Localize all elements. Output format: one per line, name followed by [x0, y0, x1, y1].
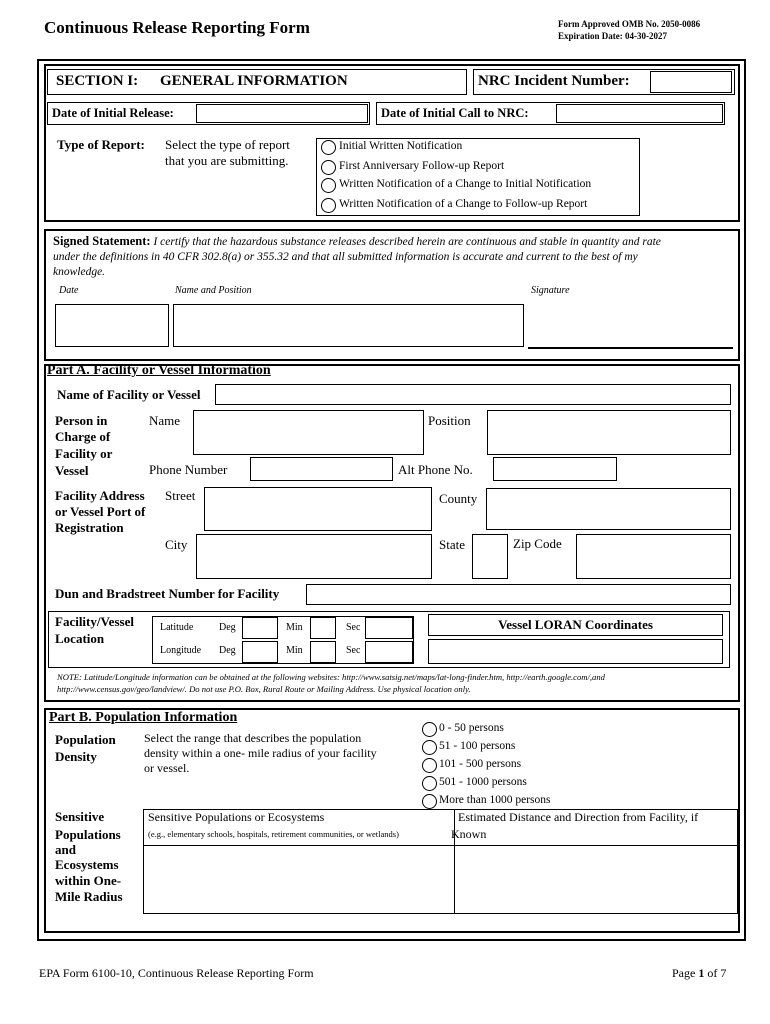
- facility-name-input[interactable]: [215, 384, 731, 405]
- alt-phone-input[interactable]: [493, 457, 617, 481]
- density-radio-2[interactable]: [422, 740, 437, 755]
- phone-input[interactable]: [250, 457, 393, 481]
- county-input[interactable]: [486, 488, 731, 530]
- date-input[interactable]: [55, 304, 169, 347]
- date-label: Date: [59, 285, 79, 296]
- density-instruction-3: or vessel.: [144, 761, 190, 775]
- name-position-input[interactable]: [173, 304, 524, 347]
- nrc-label: NRC Incident Number:: [478, 73, 630, 89]
- initial-call-label: Date of Initial Call to NRC:: [381, 106, 529, 120]
- report-radio-2[interactable]: [321, 160, 336, 175]
- lon-deg-input[interactable]: [242, 641, 278, 663]
- report-option-2: First Anniversary Follow-up Report: [339, 160, 505, 172]
- initial-release-label: Date of Initial Release:: [52, 106, 174, 120]
- location-label-2: Location: [55, 631, 105, 646]
- expiration-date: Expiration Date: 04-30-2027: [558, 31, 667, 41]
- note-line-2: http://www.census.gov/geo/landview/. Do not use P.O. Box, Rural Route or Mailing Address. Use physical location only.: [57, 684, 471, 694]
- sensitive-label-4: Ecosystems: [55, 857, 119, 872]
- latitude-label: Latitude: [160, 622, 194, 633]
- lon-min-input[interactable]: [310, 641, 336, 663]
- density-option-5: More than 1000 persons: [439, 794, 551, 806]
- sensitive-table-divider: [454, 809, 455, 914]
- loran-label: Vessel LORAN Coordinates: [498, 617, 653, 632]
- facility-name-label: Name of Facility or Vessel: [57, 387, 201, 402]
- lat-sec-label: Sec: [346, 622, 361, 633]
- longitude-label: Longitude: [160, 645, 202, 656]
- density-option-2: 51 - 100 persons: [439, 740, 516, 752]
- state-label: State: [439, 537, 465, 552]
- name-input[interactable]: [193, 410, 424, 455]
- sensitive-populations-input[interactable]: [144, 846, 453, 913]
- loran-input[interactable]: [428, 639, 723, 664]
- report-option-1: Initial Written Notification: [339, 140, 463, 152]
- omb-number: Form Approved OMB No. 2050-0086: [558, 19, 701, 29]
- duns-label: Dun and Bradstreet Number for Facility: [55, 586, 280, 601]
- city-input[interactable]: [196, 534, 432, 579]
- density-option-4: 501 - 1000 persons: [439, 776, 527, 788]
- col2-header-2: Known: [451, 827, 487, 841]
- density-radio-4[interactable]: [422, 776, 437, 791]
- report-radio-3[interactable]: [321, 178, 336, 193]
- report-radio-4[interactable]: [321, 198, 336, 213]
- report-option-3: Written Notification of a Change to Initial Notification: [339, 178, 592, 190]
- density-option-1: 0 - 50 persons: [439, 722, 504, 734]
- sensitive-label-5: within One-: [55, 873, 122, 888]
- city-label: City: [165, 537, 188, 552]
- nrc-input[interactable]: [650, 71, 732, 93]
- address-label-3: Registration: [55, 520, 124, 535]
- page-number: 1: [698, 966, 705, 980]
- alt-phone-label: Alt Phone No.: [398, 462, 473, 477]
- address-label-2: or Vessel Port of: [55, 504, 146, 519]
- form-title: Continuous Release Reporting Form: [44, 18, 310, 37]
- page-suffix: of 7: [704, 966, 727, 980]
- section1-label: SECTION I:: [56, 73, 139, 89]
- density-instruction-2: density within a one- mile radius of your facility: [144, 746, 377, 760]
- zip-label: Zip Code: [513, 536, 562, 551]
- col1-header: Sensitive Populations or Ecosystems: [148, 810, 325, 824]
- density-radio-5[interactable]: [422, 794, 437, 809]
- partA-title: Part A. Facility or Vessel Information: [47, 363, 271, 378]
- person-label-1: Person in: [55, 413, 108, 428]
- county-label: County: [439, 491, 478, 506]
- address-label-1: Facility Address: [55, 488, 145, 503]
- note-line-1: NOTE: Latitude/Longitude information can be obtained at the following websites: http://www.satsig.net/maps/lat-long-finder.htm, http://earth.google.com/,and: [57, 672, 605, 682]
- lat-min-input[interactable]: [310, 617, 336, 639]
- footer-form-name: EPA Form 6100-10, Continuous Release Reporting Form: [39, 966, 314, 980]
- density-option-3: 101 - 500 persons: [439, 758, 522, 770]
- person-label-3: Facility or: [55, 446, 113, 461]
- signature-line[interactable]: [528, 347, 733, 349]
- col2-header-1: Estimated Distance and Direction from Facility, if: [458, 810, 699, 824]
- density-instruction-1: Select the range that describes the population: [144, 731, 362, 745]
- col1-subheader: (e.g., elementary schools, hospitals, retirement communities, or wetlands): [148, 829, 399, 839]
- state-input[interactable]: [472, 534, 508, 579]
- name-position-label: Name and Position: [175, 285, 252, 296]
- lon-deg-label: Deg: [219, 645, 236, 656]
- density-radio-1[interactable]: [422, 722, 437, 737]
- position-label: Position: [428, 413, 471, 428]
- zip-input[interactable]: [576, 534, 731, 579]
- position-input[interactable]: [487, 410, 731, 455]
- statement-line1: I certify that the hazardous substance releases described herein are continuous and stable in quantity and rate: [153, 236, 661, 248]
- density-label-2: Density: [55, 749, 97, 764]
- duns-input[interactable]: [306, 584, 731, 605]
- location-label-1: Facility/Vessel: [55, 614, 134, 629]
- section1-title: GENERAL INFORMATION: [160, 73, 348, 89]
- sensitive-label-2: Populations: [55, 827, 121, 842]
- report-option-4: Written Notification of a Change to Follow-up Report: [339, 198, 588, 210]
- initial-call-input[interactable]: [556, 104, 723, 123]
- lat-deg-input[interactable]: [242, 617, 278, 639]
- report-radio-1[interactable]: [321, 140, 336, 155]
- type-instruction-2: that you are submitting.: [165, 153, 289, 168]
- lat-min-label: Min: [286, 622, 303, 633]
- density-radio-3[interactable]: [422, 758, 437, 773]
- lon-sec-label: Sec: [346, 645, 361, 656]
- initial-release-input[interactable]: [196, 104, 368, 123]
- street-input[interactable]: [204, 487, 432, 531]
- signature-label: Signature: [531, 285, 570, 296]
- statement-line3: knowledge.: [53, 266, 106, 278]
- partB-title: Part B. Population Information: [49, 710, 238, 725]
- lat-deg-label: Deg: [219, 622, 236, 633]
- distance-direction-input[interactable]: [456, 846, 737, 913]
- statement-text: [53, 234, 733, 280]
- lat-sec-input[interactable]: [365, 617, 413, 639]
- lon-min-label: Min: [286, 645, 303, 656]
- page-prefix: Page: [672, 966, 699, 980]
- statement-label: Signed Statement:: [53, 234, 151, 248]
- sensitive-label-3: and: [55, 842, 76, 857]
- type-instruction-1: Select the type of report: [165, 137, 290, 152]
- statement-line2: under the definitions in 40 CFR 302.8(a) or 355.32 and that all submitted information is accurate and current to the best of my: [53, 251, 638, 263]
- person-label-2: Charge of: [55, 429, 111, 444]
- name-label: Name: [149, 413, 181, 428]
- sensitive-label-1: Sensitive: [55, 809, 105, 824]
- lon-sec-input[interactable]: [365, 641, 413, 663]
- person-label-4: Vessel: [55, 463, 89, 478]
- street-label: Street: [165, 488, 196, 503]
- phone-label: Phone Number: [149, 462, 228, 477]
- footer-page: [672, 966, 726, 981]
- type-of-report-label: Type of Report:: [57, 137, 145, 152]
- density-label-1: Population: [55, 732, 116, 747]
- sensitive-label-6: Mile Radius: [55, 889, 123, 904]
